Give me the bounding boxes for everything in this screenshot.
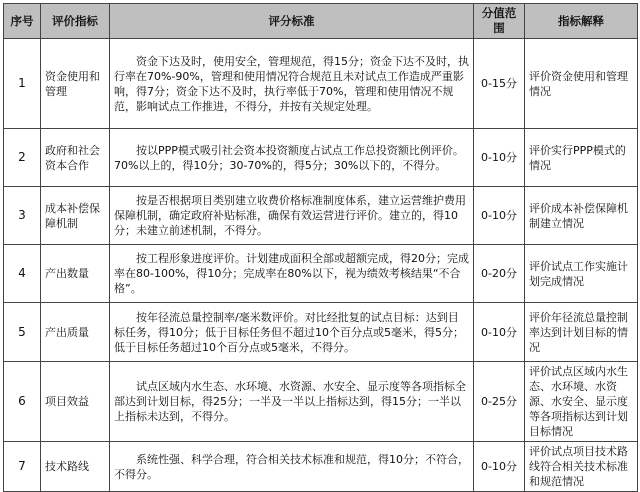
table-row — [4, 245, 638, 303]
row-explain: 评价试点工作实施计划完成情况 — [525, 245, 638, 303]
table-row — [4, 442, 638, 492]
row-standard: 按是否根据项目类别建立收费价格标准制度体系，建立运营维护费用保障机制，确定政府补贴标准，确保有效运营进行评价。建立的，得10分；未建立前述机制，不得分。 — [110, 187, 474, 245]
row-indicator: 产出质量 — [41, 303, 110, 362]
row-no: 3 — [4, 187, 41, 245]
row-explain: 评价资金使用和管理情况 — [525, 39, 638, 129]
row-standard: 系统性强、科学合理，符合相关技术标准和规范，得10分；不符合，不得分。 — [110, 442, 474, 492]
row-explain: 评价试点项目技术路线符合相关技术标准和规范情况 — [525, 442, 638, 492]
row-no: 1 — [4, 39, 41, 129]
row-score: 0-10分 — [474, 129, 525, 187]
row-score: 0-10分 — [474, 303, 525, 362]
row-standard: 按工程形象进度评价。计划建成面积全部或超额完成，得20分；完成率在80-100%，得10分；完成率在80%以下，视为绩效考核结果“不合格”。 — [110, 245, 474, 303]
row-no: 6 — [4, 362, 41, 442]
header-indicator: 评价指标 — [41, 4, 110, 39]
table-row — [4, 129, 638, 187]
header-no: 序号 — [4, 4, 41, 39]
row-explain: 评价年径流总量控制率达到计划目标的情况 — [525, 303, 638, 362]
row-explain: 评价成本补偿保障机制建立情况 — [525, 187, 638, 245]
table-row — [4, 187, 638, 245]
row-no: 2 — [4, 129, 41, 187]
row-explain: 评价实行PPP模式的情况 — [525, 129, 638, 187]
row-score: 0-20分 — [474, 245, 525, 303]
row-indicator: 政府和社会资本合作 — [41, 129, 110, 187]
row-standard: 资金下达及时，使用安全，管理规范，得15分；资金下达不及时，执行率在70%-90%，管理和使用情况符合规范且未对试点工作造成严重影响，得7分；资金下达不及时，执行率低于70%，管理和使用情况不规范，影响试点工作推进，不得分，并按有关规定处理。 — [110, 39, 474, 129]
row-indicator: 技术路线 — [41, 442, 110, 492]
row-standard: 按年径流总量控制率/毫米数评价。对比经批复的试点目标：达到目标任务，得10分；低于目标任务但不超过10个百分点或5毫米，得5分；低于目标任务超过10个百分点或5毫米，不得分。 — [110, 303, 474, 362]
row-score: 0-15分 — [474, 39, 525, 129]
row-score: 0-10分 — [474, 187, 525, 245]
table-row — [4, 362, 638, 442]
row-standard: 试点区域内水生态、水环境、水资源、水安全、显示度等各项指标全部达到计划目标，得25分；一半及一半以上指标达到，得15分；一半以上指标未达到，不得分。 — [110, 362, 474, 442]
header-standard: 评分标准 — [110, 4, 474, 39]
row-no: 5 — [4, 303, 41, 362]
header-score: 分值范围 — [474, 4, 525, 39]
row-score: 0-10分 — [474, 442, 525, 492]
table-row — [4, 303, 638, 362]
header-row — [4, 4, 638, 39]
row-no: 7 — [4, 442, 41, 492]
row-no: 4 — [4, 245, 41, 303]
evaluation-table — [3, 3, 638, 492]
row-indicator: 产出数量 — [41, 245, 110, 303]
row-score: 0-25分 — [474, 362, 525, 442]
table-row — [4, 39, 638, 129]
row-indicator: 资金使用和管理 — [41, 39, 110, 129]
row-indicator: 项目效益 — [41, 362, 110, 442]
header-explain: 指标解释 — [525, 4, 638, 39]
row-standard: 按以PPP模式吸引社会资本投资额度占试点工作总投资额比例评价。70%以上的，得10分；30-70%的，得5分；30%以下的，不得分。 — [110, 129, 474, 187]
row-indicator: 成本补偿保障机制 — [41, 187, 110, 245]
row-explain: 评价试点区域内水生态、水环境、水资源、水安全、显示度等各项指标达到计划目标情况 — [525, 362, 638, 442]
